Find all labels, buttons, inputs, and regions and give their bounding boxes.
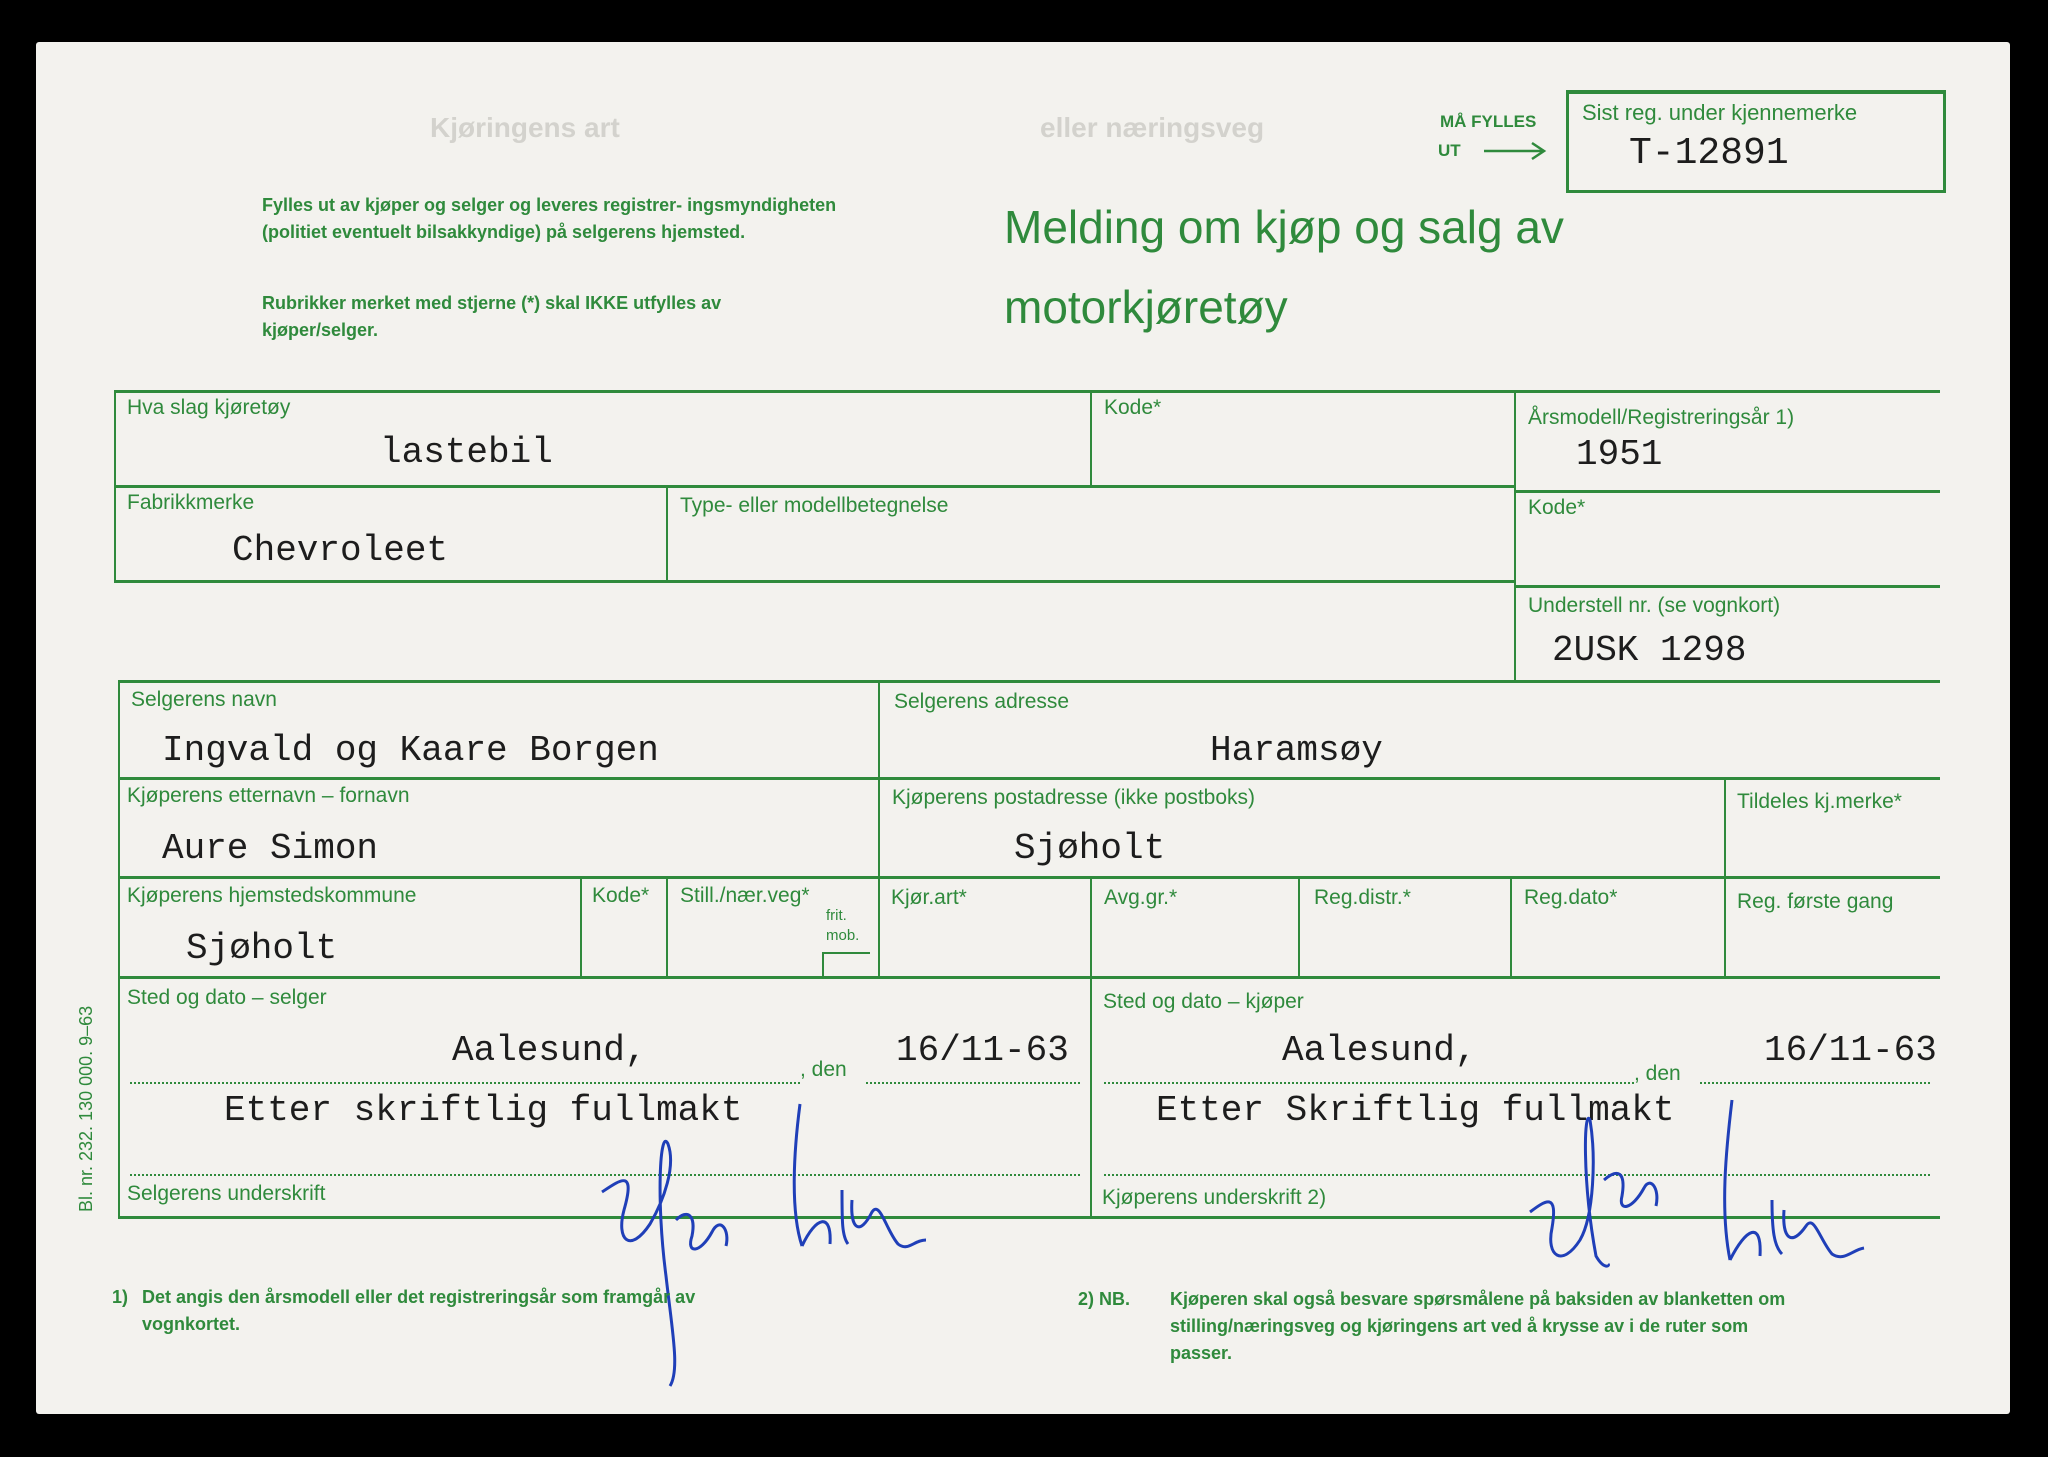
kjoper-postadresse-label: Kjøperens postadresse (ikke postboks) xyxy=(892,786,1255,809)
fabrikkmerke-label: Fabrikkmerke xyxy=(127,491,255,514)
fill-instructions: Fylles ut av kjøper og selger og leveres registrer- ingsmyndigheten (politiet eventuelt bilsakkyndige) på selgerens hjemsted. xyxy=(262,195,837,242)
sted-selger-label: Sted og dato – selger xyxy=(127,986,327,1009)
fullmakt-kjoper: Etter Skriftlig fullmakt xyxy=(1156,1090,1675,1131)
divider-line xyxy=(118,976,1940,979)
fullmakt-selger: Etter skriftlig fullmakt xyxy=(224,1090,743,1131)
selger-navn-label: Selgerens navn xyxy=(131,688,277,711)
form-number-print: Bl. nr. 232. 130 000. 9–63 xyxy=(76,1005,96,1212)
divider-line xyxy=(1516,490,1940,493)
kjorart-label: Kjør.art* xyxy=(891,886,967,909)
footnote-1-text: Det angis den årsmodell eller det registreringsår som framgår av vognkortet. xyxy=(142,1287,696,1334)
den-label: , den xyxy=(1634,1062,1681,1085)
divider-line xyxy=(114,390,1940,393)
show-through-text: Kjøringens art xyxy=(430,112,620,143)
arsmodell-value: 1951 xyxy=(1576,434,1663,475)
show-through-text: eller næringsveg xyxy=(1040,112,1265,143)
divider-line xyxy=(118,777,1940,780)
sist-reg-box xyxy=(1566,90,1946,193)
divider-line xyxy=(1510,877,1512,976)
sist-reg-label: Sist reg. under kjennemerke xyxy=(1582,100,1858,125)
kjoper-navn-value: Aure Simon xyxy=(162,828,379,869)
kjoper-navn-label: Kjøperens etternavn – fornavn xyxy=(127,784,410,807)
footnote-2-text: Kjøperen skal også besvare spørsmålene på baksiden av blanketten om stilling/næringsveg og kjøringens art ved å krysse av i de ruter som passer. xyxy=(1170,1289,1786,1363)
regdistr-label: Reg.distr.* xyxy=(1314,886,1411,909)
sted-kjoper-label: Sted og dato – kjøper xyxy=(1103,990,1304,1013)
divider-line xyxy=(118,876,1940,879)
divider-line xyxy=(666,487,668,582)
ma-fylles-label: MÅ FYLLES xyxy=(1440,112,1537,131)
footnote-2-number: 2) NB. xyxy=(1078,1289,1131,1309)
divider-line xyxy=(118,680,120,1218)
sted-selger-value: Aalesund, xyxy=(452,1030,647,1071)
divider-line xyxy=(1724,778,1726,976)
frit-mob-box xyxy=(822,952,870,976)
regdato-label: Reg.dato* xyxy=(1524,886,1618,909)
understell-value: 2USK 1298 xyxy=(1552,630,1747,671)
kode-label: Kode* xyxy=(1104,396,1162,419)
hjemsted-value: Sjøholt xyxy=(186,928,338,969)
kode2-label: Kode* xyxy=(1528,496,1586,519)
form-title-line1: Melding om kjøp og salg av xyxy=(1004,201,1564,253)
still-label: Still./nær.veg* xyxy=(680,884,810,907)
kjoper-underskrift-label: Kjøperens underskrift 2) xyxy=(1102,1186,1327,1209)
frit-mob-label: frit. mob. xyxy=(826,907,860,944)
selger-underskrift-label: Selgerens underskrift xyxy=(127,1182,326,1205)
vehicle-type-label: Hva slag kjøretøy xyxy=(127,396,291,419)
divider-line xyxy=(666,877,668,976)
arrow-right-icon xyxy=(1482,140,1552,162)
selger-adresse-value: Haramsøy xyxy=(1210,730,1383,771)
footnote-1-number: 1) xyxy=(112,1287,129,1307)
divider-line xyxy=(580,877,582,976)
selger-adresse-label: Selgerens adresse xyxy=(894,690,1070,713)
kjoper-postadresse-value: Sjøholt xyxy=(1014,828,1166,869)
vehicle-type-value: lastebil xyxy=(380,432,553,473)
dato-selger-value: 16/11-63 xyxy=(896,1030,1069,1071)
divider-line xyxy=(114,390,116,582)
sted-kjoper-value: Aalesund, xyxy=(1282,1030,1477,1071)
divider-line xyxy=(114,580,1516,583)
divider-line xyxy=(118,680,1940,683)
tildeles-label: Tildeles kj.merke* xyxy=(1737,790,1902,813)
divider-line xyxy=(1516,585,1940,588)
regforste-label: Reg. første gang xyxy=(1737,890,1894,913)
hjemsted-label: Kjøperens hjemstedskommune xyxy=(127,884,417,907)
sist-reg-value: T-12891 xyxy=(1629,132,1789,175)
kode3-label: Kode* xyxy=(592,884,650,907)
divider-line xyxy=(1090,390,1092,487)
den-label: , den xyxy=(800,1058,847,1081)
dato-kjoper-value: 16/11-63 xyxy=(1764,1030,1937,1071)
selger-navn-value: Ingvald og Kaare Borgen xyxy=(162,730,659,771)
form-title-line2: motorkjøretøy xyxy=(1004,281,1288,333)
ut-label: UT xyxy=(1438,141,1461,160)
typebetegnelse-label: Type- eller modellbetegnelse xyxy=(680,494,949,517)
star-instructions: Rubrikker merket med stjerne (*) skal IKKE utfylles av kjøper/selger. xyxy=(262,293,722,340)
fabrikkmerke-value: Chevroleet xyxy=(232,530,449,571)
divider-line xyxy=(114,485,1516,488)
understell-label: Understell nr. (se vognkort) xyxy=(1528,594,1781,617)
divider-line xyxy=(1090,877,1092,1216)
avggr-label: Avg.gr.* xyxy=(1104,886,1178,909)
arsmodell-label: Årsmodell/Registreringsår 1) xyxy=(1528,406,1795,429)
divider-line xyxy=(878,680,880,976)
buyer-signature xyxy=(1500,1060,1900,1280)
divider-line xyxy=(1298,877,1300,976)
divider-line xyxy=(1514,390,1516,680)
